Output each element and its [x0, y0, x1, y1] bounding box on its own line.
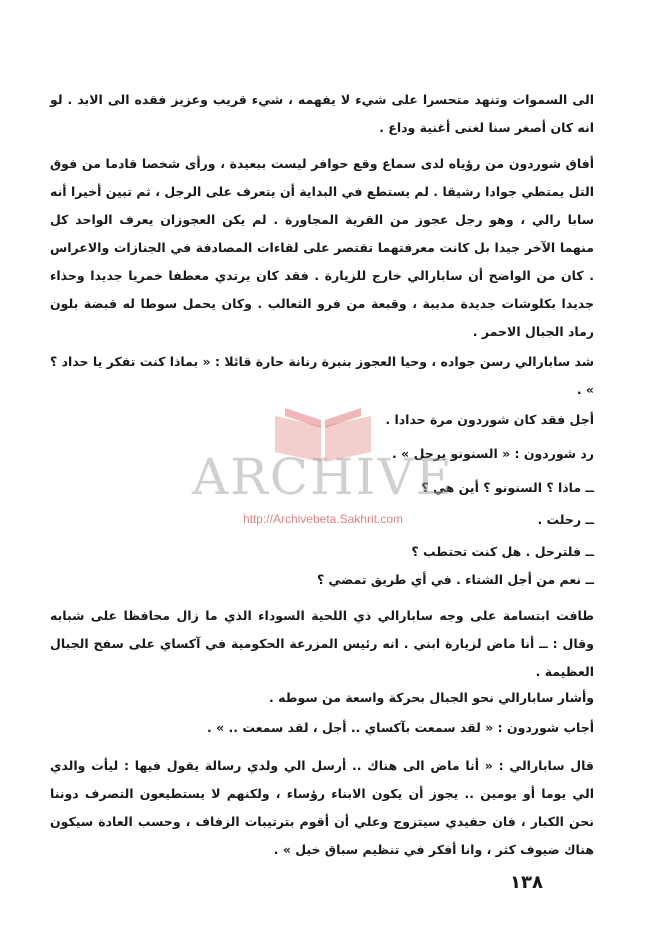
dialogue-line-3: ــ فلترحل . هل كنت تحتطب ؟: [411, 544, 594, 559]
watermark-title: ARCHIVE: [192, 448, 454, 506]
paragraph-1: الى السموات وتنهد متحسرا على شيء لا يفهمه ، شيء قريب وعزيز فقده الى الابد . لو انه كان أصغر سنا لغنى أغنية وداع .: [50, 92, 594, 135]
watermark-url: http://Archivebeta.Sakhrit.com: [242, 512, 404, 526]
dialogue-line-1: ــ ماذا ؟ السنونو ؟ أين هي ؟: [421, 480, 594, 495]
paragraph-2: أفاق شوردون من رؤياه لدى سماع وقع حوافر ليست ببعيدة ، ورأى شخصا قادما من فوق التل يمتطي جوادا رشيقا . لم يستطع في البداية أن يتعرف على الرجل ، ثم تبين أخيرا أنه سابا رالي ، وهو رجل عجوز من القرية المجاورة . لم يكن العجوزان يعرف الواحد كل منهما الآخر جيدا بل كانت معرفتهما تقتصر على لقاءات المصادفة في الجنازات والاعراس . كان من الواضح أن سابارالي خارج للزيارة . فقد كان يرتدي معطفا خمريا جديدا وحذاء جديدا بكلوشات جديدة مدببة ، وقبعة من فرو الثعالب . وكان يحمل سوطا له قبضة بلون رماد الجبال الاحمر .: [50, 156, 594, 339]
paragraph-3: شد سابارالي رسن جواده ، وحيا العجوز بنبرة رنانة حارة قائلا : « بماذا كنت تفكر يا حداد ؟ » .: [50, 354, 594, 397]
paragraph-4: أجل فقد كان شوردون مرة حدادا .: [385, 412, 594, 427]
paragraph-6: طافت ابتسامة على وجه سابارالي ذي اللحية السوداء الذي ما زال محافظا على شبابه وقال : ــ أنا ماض لزيارة ابني . انه رئيس المزرعة الحكومية في آكساي على سفح الجبال العظيمة .: [50, 608, 594, 679]
paragraph-5: رد شوردون : « السنونو يرحل » .: [392, 446, 594, 461]
paragraph-9: قال سابارالي : « أنا ماض الى هناك .. أرسل الي ولدي رسالة يقول فيها : ليأت والدي الي يوما أو يومين .. يجوز أن يكون الابناء رؤساء ، ولكنهم لا يستطيعون التصرف دوننا نحن الكبار ، فان حفيدي سيتزوج وعلي أن أقوم بترتيبات الزفاف ، وحسب العادة سيكون هناك ضيوف كثر ، وانا أفكر في تنظيم سباق خيل » .: [50, 758, 594, 857]
dialogue-line-4: ــ نعم من أجل الشتاء . في أي طريق تمضي ؟: [316, 572, 594, 587]
page-number: ١٣٨: [510, 872, 543, 893]
paragraph-7: وأشار سابارالي نحو الجبال بحركة واسعة من سوطه .: [269, 690, 594, 705]
paragraph-8: أجاب شوردون : « لقد سمعت بآكساي .. أجل ، لقد سمعت .. » .: [206, 720, 594, 735]
dialogue-line-2: ــ رحلت .: [537, 512, 594, 527]
